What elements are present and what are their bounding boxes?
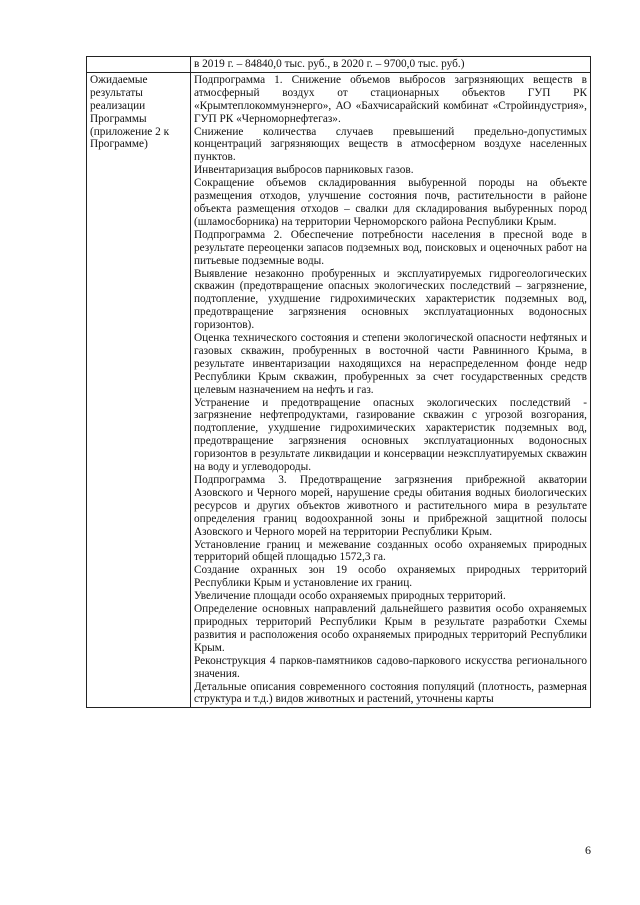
paragraph: Подпрограмма 3. Предотвращение загрязнения прибрежной акватории Азовского и Черного морей, нарушение среды обитания водных биологических ресурсов и других объектов животного и растительного мира в результате определения границ водоохранной зоны и прибрежной защитной полосы Азовского и Черного морей на территории Республики Крым. bbox=[194, 474, 587, 538]
paragraph: Инвентаризация выбросов парниковых газов. bbox=[194, 164, 414, 177]
paragraph: Оценка технического состояния и степени экологической опасности нефтяных и газовых скважин, пробуренных в восточной части Равнинного Крыма, в результате инвентаризации находящихся на нераспределенном фонде недр Республики Крым скважин, пробуренных за счет государственных средств целевым назначением на нефть и газ. bbox=[194, 332, 587, 396]
paragraph: Выявление незаконно пробуренных и эксплуатируемых гидрогеологических скважин (предотвращение опасных экологических последствий – загрязнение, подтопление, ухудшение гидрохимических характеристик подземных вод, предотвращение загрязнения основных эксплуатационных водоносных горизонтов). bbox=[194, 267, 587, 332]
row-label-text: Ожидаемые результаты реализации Программы (приложение 2 к Программе) bbox=[90, 73, 170, 151]
paragraph: Снижение количества случаев превышений предельно-допустимых концентраций загрязняющих веществ в атмосферном воздухе населенных пунктов. bbox=[194, 125, 587, 164]
paragraph: Детальные описания современного состояния популяций (плотность, размерная структура и т.д.) видов животных и растений, уточнены карты bbox=[194, 680, 587, 706]
paragraph: Устранение и предотвращение опасных экологических последствий - загрязнение нефтепродуктами, газирование скважин с угрозой возгорания, подтопление, ухудшение гидрохимических характеристик подземных вод, предотвращение загрязнения основных эксплуатационных водоносных горизонтов в результате ликвидации и консервации неэксплуатируемых скважин на воду и углеводороды. bbox=[194, 396, 587, 474]
paragraph: Реконструкция 4 парков-памятников садово-паркового искусства регионального значения. bbox=[194, 654, 587, 680]
paragraph: Сокращение объемов складированния выбуренной породы на объекте размещения отходов, улучшение состояния почв, растительности в районе объекта размещения отходов – свалки для складирования выбуренных пород (шламосборника) на территории Черноморского района Республики Крым. bbox=[194, 177, 587, 228]
paragraph: Создание охранных зон 19 особо охраняемых природных территорий Республики Крым и установление их границ. bbox=[194, 564, 587, 590]
paragraph: Установление границ и межевание созданных особо охраняемых природных территорий общей площадью 1572,3 га. bbox=[194, 538, 587, 564]
table-cell-empty bbox=[87, 57, 191, 73]
table-row bbox=[87, 72, 591, 707]
paragraph: Определение основных направлений дальнейшего развития особо охраняемых природных территорий Республики Крым в результате разработки Схемы развития и расположения особо охраняемых природных территорий Республики Крым. bbox=[194, 603, 587, 654]
row-label-expected-results bbox=[87, 72, 191, 707]
table-row bbox=[87, 57, 591, 73]
page-number: 6 bbox=[585, 843, 591, 857]
program-table bbox=[86, 56, 591, 708]
paragraph: Увеличение площади особо охраняемых природных территорий. bbox=[194, 590, 506, 603]
paragraph: Подпрограмма 1. Снижение объемов выбросов загрязняющих веществ в атмосферный воздух от стационарных объектов ГУП РК «Крымтеплокоммунэнерго», АО «Бахчисарайский комбинат «Стройиндустрия», ГУП РК «Черноморнефтегаз». bbox=[194, 73, 587, 125]
expected-results-cell bbox=[191, 72, 591, 707]
funding-continuation-cell: в 2019 г. – 84840,0 тыс. руб., в 2020 г. – 9700,0 тыс. руб.) bbox=[191, 57, 591, 73]
paragraph: Подпрограмма 2. Обеспечение потребности населения в пресной воде в результате переоценки запасов подземных вод, поисковых и оценочных работ на питьевые подземные воды. bbox=[194, 228, 587, 267]
